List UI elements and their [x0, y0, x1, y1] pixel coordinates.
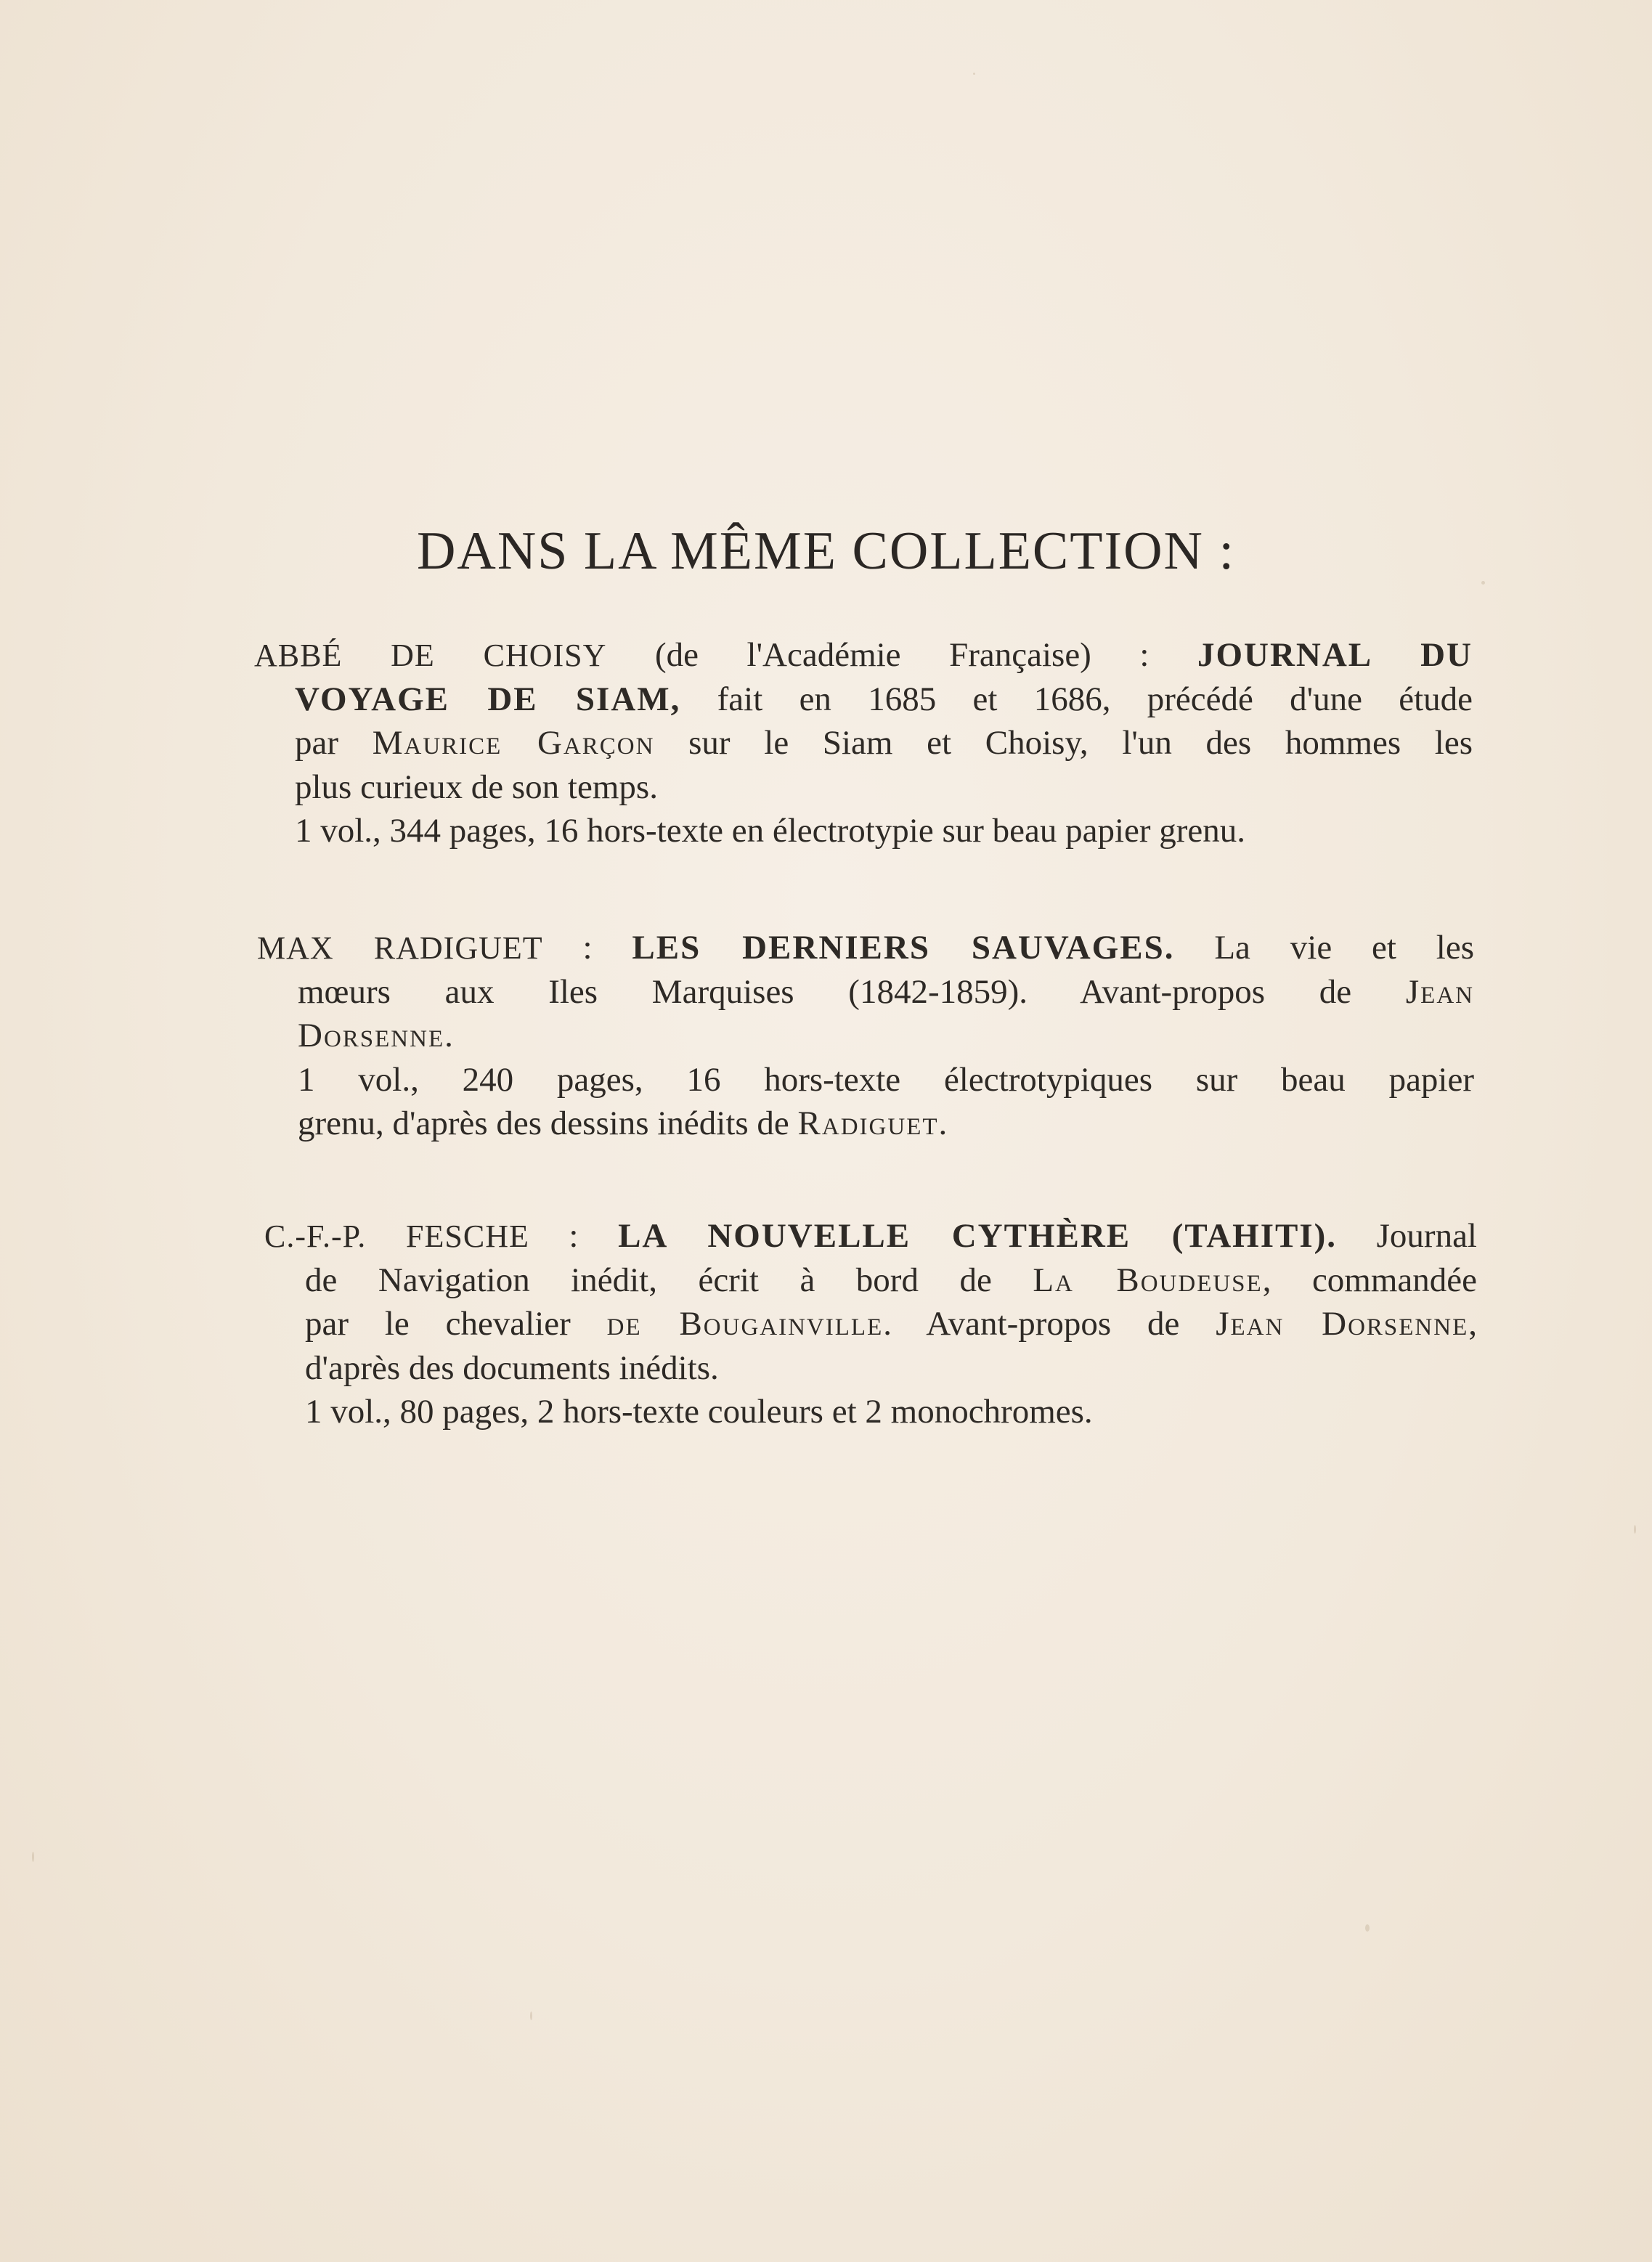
entry-author: ABBÉ DE CHOISY: [254, 638, 607, 673]
entry-desc: mœurs aux Iles Marquises (1842-1859). Avant-propos de: [298, 972, 1406, 1011]
editor-name: Maurice Garçon: [372, 724, 655, 762]
editor-name: Jean Dorsenne: [1216, 1305, 1469, 1343]
entry-desc: de Navigation inédit, écrit à bord de: [305, 1261, 1033, 1299]
entry-desc: par le chevalier: [305, 1305, 607, 1343]
volume-info: 1 vol., 344 pages, 16 hors-texte en électrotypie sur beau papier grenu.: [295, 812, 1246, 850]
entry-line: [257, 926, 1474, 970]
entry-desc: plus curieux de son temps.: [295, 768, 658, 806]
editor-name: Jean: [1405, 972, 1474, 1011]
entry-line: [295, 678, 1473, 722]
entry-line: [254, 633, 1473, 678]
entry-line: [298, 970, 1474, 1014]
catalog-entry-radiguet: [257, 926, 1474, 1146]
entry-line: [295, 765, 1473, 810]
paper-speck: [530, 2011, 532, 2020]
entry-note: (de l'Académie Française) :: [606, 636, 1197, 674]
entry-volume: [295, 809, 1473, 853]
entry-title-cont: VOYAGE DE SIAM,: [295, 680, 681, 718]
page-heading: DANS LA MÊME COLLECTION :: [416, 521, 1236, 581]
paper-speck: [1365, 1924, 1370, 1932]
paper-speck: [1634, 1525, 1636, 1534]
paper-speck: [32, 1852, 34, 1862]
paper-speck: [973, 73, 975, 75]
editor-name: Dorsenne: [298, 1017, 445, 1054]
entry-title: LA NOUVELLE CYTHÈRE (TAHITI).: [618, 1217, 1338, 1255]
entry-title: LES DERNIERS SAUVAGES.: [632, 929, 1175, 967]
entry-desc: , commandée: [1262, 1261, 1477, 1299]
ship-name: La Boudeuse: [1033, 1261, 1263, 1299]
entry-volume: [305, 1390, 1477, 1434]
entry-note: :: [542, 929, 632, 967]
entry-desc: par: [295, 724, 373, 762]
entry-note: :: [529, 1217, 619, 1255]
entry-volume: [298, 1058, 1474, 1102]
entry-line: [305, 1302, 1477, 1346]
volume-info: 1 vol., 240 pages, 16 hors-texte électrotypiques sur beau papier: [298, 1060, 1474, 1099]
artist-name: Radiguet: [797, 1104, 939, 1142]
entry-desc: Journal: [1337, 1217, 1477, 1255]
catalog-entry-fesche: [264, 1214, 1477, 1434]
entry-line: [264, 1214, 1477, 1258]
volume-info: 1 vol., 80 pages, 2 hors-texte couleurs et 2 monochromes.: [305, 1393, 1093, 1431]
entry-desc: fait en 1685 et 1686, précédé d'une étude: [680, 680, 1473, 718]
catalog-entry-choisy: [254, 633, 1473, 853]
entry-title: JOURNAL DU: [1197, 636, 1473, 674]
entry-desc: sur le Siam et Choisy, l'un des hommes les: [654, 724, 1473, 762]
entry-line: [305, 1346, 1477, 1391]
entry-desc: d'après des documents inédits.: [305, 1348, 719, 1387]
volume-info: grenu, d'après des dessins inédits de: [298, 1104, 798, 1142]
entry-author: C.-F.-P. FESCHE: [264, 1219, 529, 1254]
paper-speck: [1481, 581, 1485, 585]
entry-author: MAX RADIGUET: [257, 930, 543, 966]
entry-desc: .: [444, 1017, 453, 1054]
entry-desc: ,: [1468, 1305, 1477, 1343]
volume-info: .: [938, 1104, 948, 1142]
entry-desc: . Avant-propos de: [883, 1305, 1216, 1343]
entry-volume: [298, 1102, 1474, 1146]
entry-line: [298, 1014, 1474, 1058]
entry-line: [295, 721, 1473, 765]
entry-desc: La vie et les: [1174, 929, 1474, 967]
commander-name: de Bougainville: [606, 1305, 884, 1343]
entry-line: [305, 1258, 1477, 1303]
